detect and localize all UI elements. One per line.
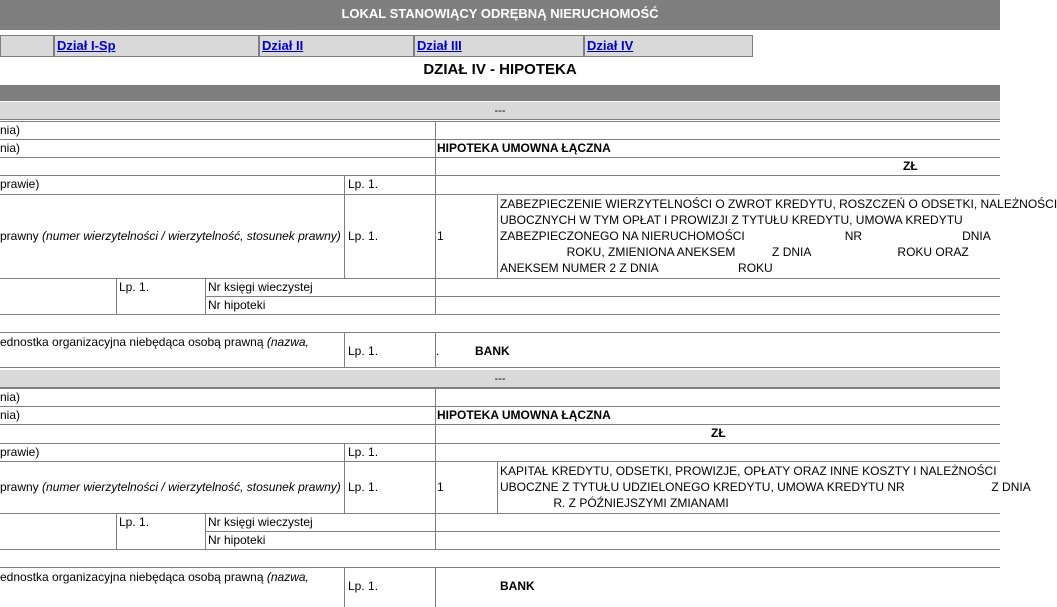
claim-line: ROKU, ZMIENIONA ANEKSEM Z DNIA ROKU ORAZ — [500, 245, 969, 259]
col-divider — [435, 567, 436, 607]
col-divider — [344, 567, 345, 607]
entry-separator: --- — [0, 370, 1000, 388]
document-header: LOKAL STANOWIĄCY ODRĘBNĄ NIERUCHOMOŚĆ — [0, 0, 1000, 30]
lp-number: Lp. 1. — [348, 344, 379, 358]
claim-number: 1 — [437, 480, 444, 494]
lp-number: Lp. 1. — [348, 445, 379, 459]
claim-label-hint: (numer wierzytelności / wierzytelność, stosunek prawny) — [42, 229, 341, 243]
col-divider — [205, 513, 206, 549]
row-divider — [205, 531, 1000, 532]
field-label: prawie) — [0, 177, 40, 191]
tab-link-dzial-iii[interactable]: Dział III — [417, 38, 462, 53]
row-divider — [0, 314, 1000, 315]
row-divider — [0, 121, 1000, 122]
claim-line: ANEKSEM NUMER 2 Z DNIA ROKU — [500, 261, 773, 275]
col-divider — [344, 332, 345, 367]
col-divider — [435, 388, 436, 549]
tab-link-dzial-i-sp[interactable]: Dział I-Sp — [57, 38, 116, 53]
section-tabs — [0, 35, 753, 57]
tab-dzial-iv[interactable] — [583, 36, 752, 56]
field-label: nia) — [0, 141, 21, 155]
creditor-dot: . — [436, 344, 440, 358]
claim-description — [500, 463, 1031, 511]
tab-dzial-ii[interactable] — [258, 36, 412, 56]
claim-label-text: prawny — [0, 229, 43, 243]
creditor-label — [0, 334, 309, 351]
row-divider — [0, 461, 1000, 462]
entry-separator: --- — [0, 102, 1000, 120]
creditor-label-hint: (nazwa, — [266, 335, 309, 349]
creditor-label — [0, 569, 309, 586]
field-label: nia) — [0, 123, 21, 137]
claim-number: 1 — [437, 229, 444, 243]
claim-label — [0, 228, 341, 245]
currency: ZŁ — [903, 159, 918, 173]
hypothec-number-label: Nr hipoteki — [208, 533, 266, 547]
tab-link-dzial-iv[interactable]: Dział IV — [587, 38, 634, 53]
row-divider — [0, 549, 1000, 550]
section-title: DZIAŁ IV - HIPOTEKA — [423, 61, 577, 78]
col-divider — [344, 175, 345, 278]
claim-line: UBOCZNE Z TYTUŁU UDZIELONEGO KREDYTU, UMOWA KREDYTU NR Z DNIA — [500, 480, 1031, 494]
claim-line: UBOCZNYCH W TYM OPŁAT I PROWIZJI Z TYTUŁU KREDYTU, UMOWA KREDYTU — [500, 213, 963, 227]
land-register-label: Nr księgi wieczystej — [208, 280, 313, 294]
claim-description — [500, 196, 1057, 276]
row-divider — [0, 388, 1000, 389]
col-divider — [205, 278, 206, 314]
creditor-label-hint: (nazwa, — [266, 570, 309, 584]
hypothec-type: HIPOTEKA UMOWNA ŁĄCZNA — [437, 141, 611, 155]
tab-link-dzial-ii[interactable]: Dział II — [262, 38, 304, 53]
row-divider — [0, 175, 1000, 176]
row-divider — [0, 157, 1000, 158]
creditor-name: BANK — [475, 344, 510, 358]
col-divider — [497, 461, 498, 513]
lp-number: Lp. 1. — [119, 515, 150, 529]
creditor-label-text: ednostka organizacyjna niebędąca osobą prawną — [0, 570, 267, 584]
currency: ZŁ — [711, 426, 726, 440]
lp-number: Lp. 1. — [348, 177, 379, 191]
col-divider — [116, 278, 117, 314]
lp-number: Lp. 1. — [348, 579, 379, 593]
lp-number: Lp. 1. — [119, 280, 150, 294]
claim-label — [0, 479, 341, 496]
creditor-label-text: ednostka organizacyjna niebędąca osobą prawną — [0, 335, 267, 349]
land-register-label: Nr księgi wieczystej — [208, 515, 313, 529]
tab-dzial-i-sp[interactable] — [53, 36, 257, 56]
claim-line: KAPITAŁ KREDYTU, ODSETKI, PROWIZJE, OPŁATY ORAZ INNE KOSZTY I NALEŻNOŚCI — [500, 464, 997, 478]
claim-label-text: prawny — [0, 480, 43, 494]
row-divider — [0, 278, 1000, 279]
row-divider — [0, 424, 1000, 425]
col-divider — [344, 443, 345, 513]
hypothec-number-label: Nr hipoteki — [208, 298, 266, 312]
col-divider — [435, 121, 436, 314]
row-divider — [0, 332, 1000, 333]
claim-label-hint: (numer wierzytelności / wierzytelność, stosunek prawny) — [42, 480, 341, 494]
row-divider — [0, 567, 1000, 568]
lp-number: Lp. 1. — [348, 229, 379, 243]
row-divider — [0, 367, 1000, 368]
field-label: prawie) — [0, 445, 40, 459]
creditor-name: BANK — [500, 579, 535, 593]
tab-dzial-iii[interactable] — [413, 36, 582, 56]
claim-line: ZABEZPIECZONEGO NA NIERUCHOMOŚCI NR DNIA — [500, 229, 991, 243]
claim-line: R. Z PÓŹNIEJSZYMI ZMIANAMI — [500, 496, 729, 510]
row-divider — [205, 296, 1000, 297]
col-divider — [116, 513, 117, 549]
field-label: nia) — [0, 408, 21, 422]
section-band — [0, 85, 1000, 101]
field-label: nia) — [0, 390, 21, 404]
hypothec-type: HIPOTEKA UMOWNA ŁĄCZNA — [437, 408, 611, 422]
claim-line: ZABEZPIECZENIE WIERZYTELNOŚCI O ZWROT KREDYTU, ROSZCZEŃ O ODSETKI, NALEŻNOŚCI — [500, 197, 1057, 211]
row-divider — [0, 443, 1000, 444]
lp-number: Lp. 1. — [348, 480, 379, 494]
col-divider — [497, 194, 498, 278]
row-divider — [0, 194, 1000, 195]
row-divider — [0, 513, 1000, 514]
